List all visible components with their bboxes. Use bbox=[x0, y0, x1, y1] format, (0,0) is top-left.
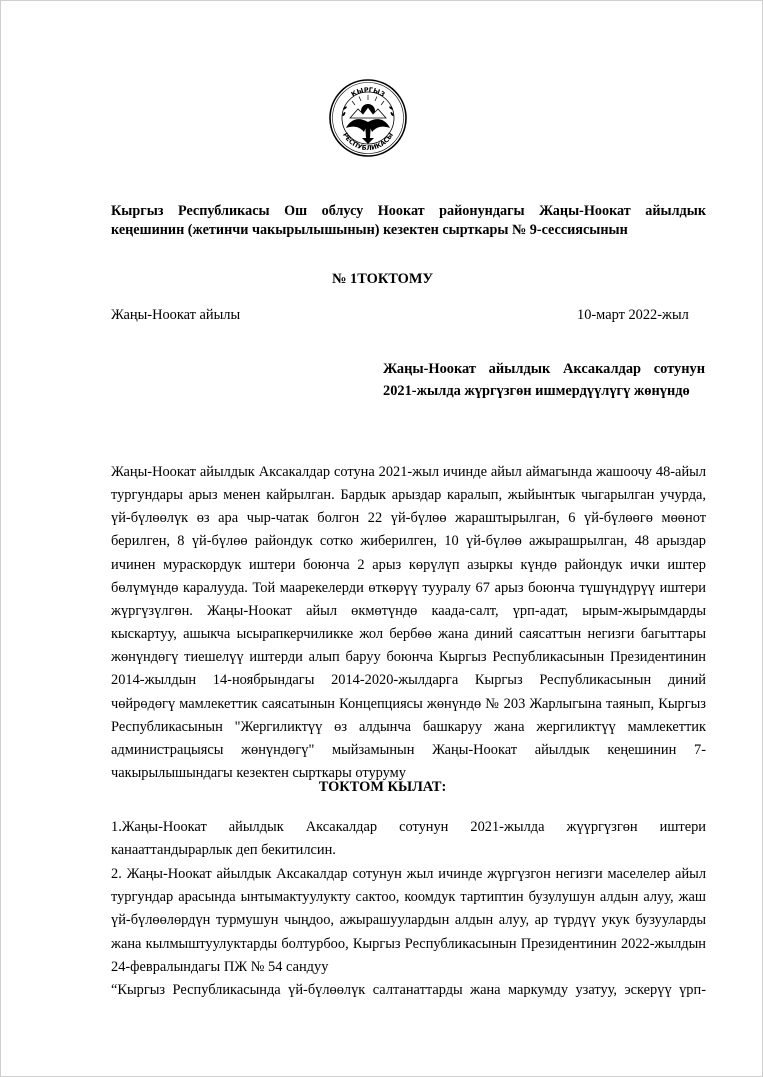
resolution-item-2-text: 2. Жаңы-Ноокат айылдык Аксакалдар сотунун жыл ичинде жүргүзгон негизги маселелер айыл тургундар арасында ынтымактуулукту сактоо, коомдук тартиптин бузулушун алдын алуу, жаш үй-бүлөөлөрдүн турмушун чыңдоо, ажырашуулардын алдын алуу, ар түрдүү укук бузууларды жана кылмыштуулуктарды болтурбоо, Кыргыз Республикасынын Президентинин 2022-жылдын 24-февралындагы ПЖ № 54 сандуу bbox=[111, 866, 706, 975]
resolution-item-2 bbox=[111, 863, 706, 1002]
resolution-item-1: 1.Жаңы-Ноокат айылдык Аксакалдар сотунун 2021-жылда жүүргүзгөн иштери канааттандырарлык деп бекитилсин. bbox=[111, 819, 706, 858]
body-paragraph: Жаңы-Ноокат айылдык Аксакалдар сотуна 2021-жыл ичинде айыл аймагында жашоочу 48-айыл тургундары арыз менен кайрылган. Бардык арыздар каралып, жыйынтык чыгарылган учурда, үй-бүлөөлүк өз ара чыр-чатак болгон 22 үй-бүлөө жараштырылган, 6 үй-бүлөөгө мөөнот берилген, 8 үй-бүлөө райондук сотко жиберилген, 10 үй-бүлөө ажырашрылган, 48 арыздар ичинен мураскордук иштери боюнча 2 арыз көрүлүп азыркы күндө райондук ички иштер бөлүмүндө каралууда. Той маарекелерди өткөрүү тууралу 67 арыз боюнча түшүндүрүү иштери жүргүзүлгөн. Жаңы-Ноокат айыл өкмөтүндө каада-салт, үрп-адат, ырым-жырымдарды кыскартуу, ашыкча ысырапкерчиликке жол бербөө жана диний саясаттын негизги багыттары жөнүндөгү тиешелүү иштерди алып баруу боюнча Кыргыз Республикасынын Президентинин 2014-жылдын 14-ноябрындагы 2014-2020-жылдарга Кыргыз Республикасынын диний чөйрөдөгү мамлекеттик саясатынын Концепциясы жөнүндө № 203 Жарлыгына таянып, Кыргыз Республикасынын "Жергиликтүү өз алдынча башкаруу жана жергиликтүү мамлекеттик администрацыясы жөнүндөгү" мыйзамынын Жаңы-Ноокат айылдык кеңешинин 7-чакырылышындагы кезектен сырткары отуруму bbox=[111, 464, 706, 782]
svg-text:РЕСПУБЛИКАСЫ: РЕСПУБЛИКАСЫ bbox=[341, 131, 395, 153]
place-name: Жаңы-Ноокат айылы bbox=[111, 307, 241, 323]
document-header: Кыргыз Республикасы Ош облусу Ноокат районундагы Жаңы-Ноокат айылдык кеңешинин (жетинчи чакырылышынын) кезектен сырткары № 9-сессиясынын bbox=[111, 203, 706, 238]
decree-number: № 1ТОКТОМУ bbox=[331, 271, 434, 287]
resolution-item-2-last-line: “Кыргыз Республикасында үй-бүлөөлүк салтанаттарды жана маркумду узатуу, эскерүү үрп- bbox=[111, 982, 706, 999]
resolution-heading: ТОКТОМ КЫЛАТ: bbox=[318, 779, 447, 795]
state-emblem bbox=[328, 78, 408, 158]
kyrgyz-emblem-icon bbox=[328, 78, 408, 158]
decree-subject: Жаңы-Ноокат айылдык Аксакалдар сотунун 2021-жылда жүргүзгөн ишмердүүлүгү жөнүндө bbox=[383, 361, 705, 399]
decree-date: 10-март 2022-жыл bbox=[577, 307, 689, 323]
svg-text:КЫРГЫЗ: КЫРГЫЗ bbox=[349, 85, 387, 99]
